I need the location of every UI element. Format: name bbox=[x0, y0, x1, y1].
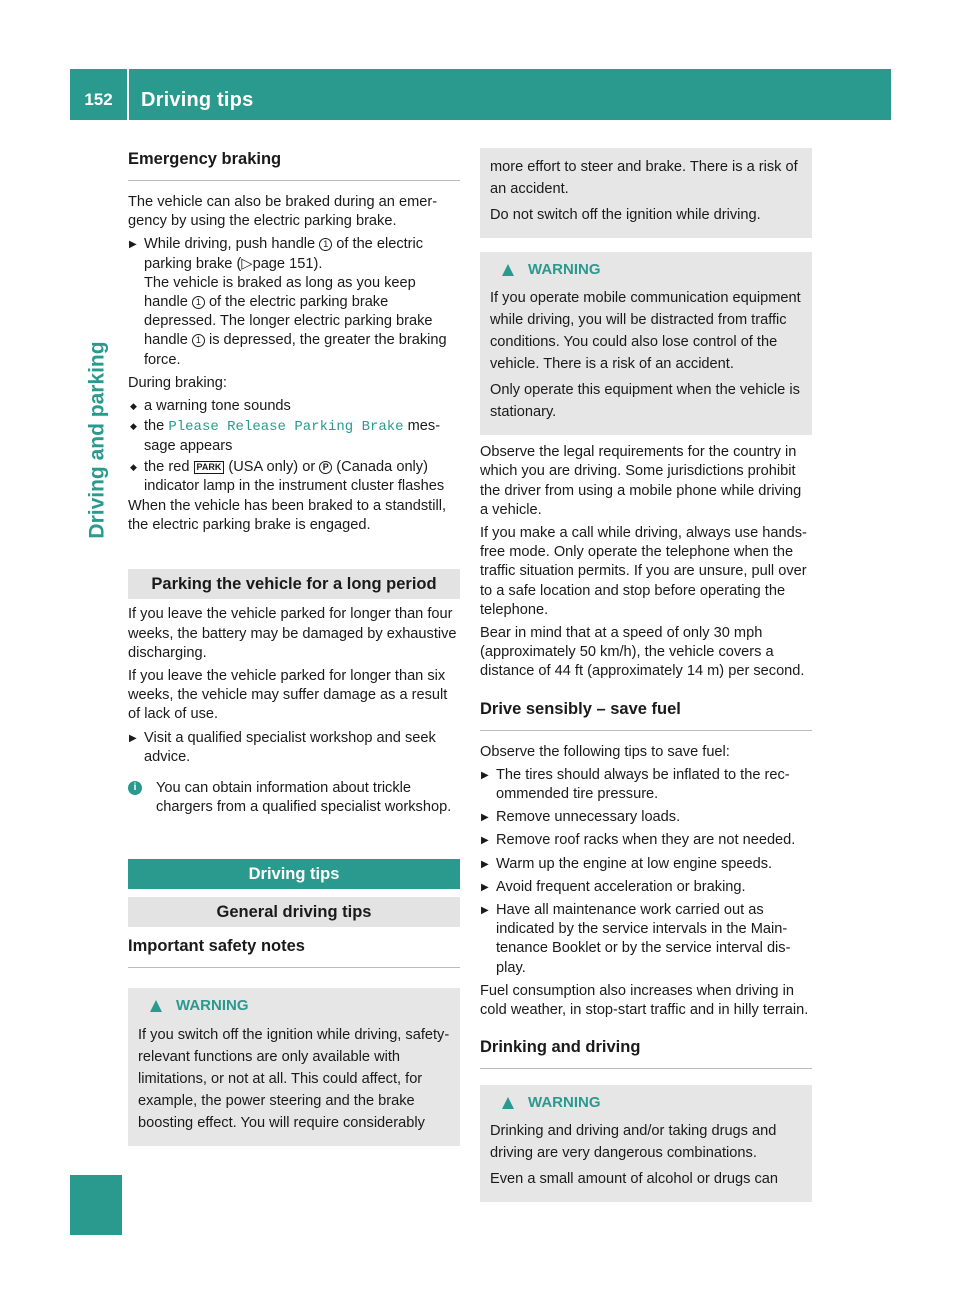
section-heading-drinking-driving: Drinking and driving bbox=[480, 1036, 812, 1069]
warning-text: Only operate this equipment when the vehicle is stationary. bbox=[490, 382, 800, 421]
warning-header bbox=[490, 1093, 802, 1112]
instruction-step: ▶ Remove unnecessary loads. bbox=[480, 808, 812, 827]
section-heading-emergency-braking: Emergency braking bbox=[128, 148, 460, 181]
warning-triangle-icon bbox=[150, 1000, 162, 1012]
warning-triangle-icon bbox=[502, 1097, 514, 1109]
warning-text: Drinking and driving and/or taking drugs and driving are very dangerous combinations. bbox=[490, 1123, 777, 1162]
handle-ref-icon: 1 bbox=[192, 334, 205, 347]
paragraph: If you leave the vehicle parked for longer than six weeks, the vehicle may suffer damage as a result of lack of use. bbox=[128, 668, 448, 723]
instruction-step: ▶ Remove roof racks when they are not needed. bbox=[480, 831, 812, 850]
section-heading-safety-notes: Important safety notes bbox=[128, 935, 460, 968]
step-text: is depressed, the greater the braking force. bbox=[144, 332, 447, 368]
paragraph: Observe the following tips to save fuel: bbox=[480, 743, 730, 760]
page-number: 152 bbox=[84, 90, 113, 109]
instruction-step: ▶ The tires should always be inflated to the recommended tire pressure. bbox=[480, 766, 812, 804]
info-note bbox=[128, 779, 460, 817]
display-message: Please Release Parking Brake bbox=[168, 419, 404, 436]
header-divider bbox=[127, 69, 129, 120]
warning-text: more effort to steer and brake. There is a risk of an accident. bbox=[490, 159, 798, 197]
paragraph: If you make a call while driving, always use hands-free mode. Only operate the telephone when the traffic situation permits. If you are unsure, pull over to a safe location and stop before operating the telephone. bbox=[480, 525, 807, 618]
right-column bbox=[480, 148, 812, 1202]
list-item: ◆ a warning tone sounds bbox=[128, 397, 460, 416]
canada-brake-lamp-icon: P bbox=[319, 461, 332, 474]
section-heading-general-driving-tips: General driving tips bbox=[128, 897, 460, 927]
info-text: You can obtain information about trickle chargers from a qualified specialist workshop. bbox=[156, 780, 452, 816]
warning-label: WARNING bbox=[528, 261, 601, 278]
warning-box bbox=[480, 252, 812, 435]
instruction-step: ▶ Avoid frequent acceleration or braking. bbox=[480, 878, 812, 897]
info-icon: i bbox=[128, 781, 142, 795]
warning-box-continued bbox=[480, 148, 812, 238]
warning-text: Do not switch off the ignition while driving. bbox=[490, 207, 761, 223]
list-text: the bbox=[144, 418, 169, 435]
warning-box bbox=[128, 988, 460, 1145]
handle-ref-icon: 1 bbox=[192, 296, 205, 309]
step-text: ). bbox=[313, 255, 323, 272]
paragraph: The vehicle can also be braked during an emergency by using the electric parking brake. bbox=[128, 194, 438, 230]
warning-box bbox=[480, 1085, 812, 1202]
paragraph: During braking: bbox=[128, 374, 227, 391]
list-text: message appears bbox=[144, 418, 441, 455]
chapter-side-label: Driving and parking bbox=[85, 341, 109, 539]
warning-header bbox=[490, 260, 802, 279]
list-item bbox=[128, 417, 460, 456]
warning-label: WARNING bbox=[176, 997, 249, 1015]
step-text: of the electric parking brake ( bbox=[144, 236, 424, 272]
page-ref-arrow-icon: ▷ bbox=[241, 255, 253, 272]
paragraph: Fuel consumption also increases when driving in cold weather, in stop-start traffic and in hilly terrain. bbox=[480, 982, 809, 1019]
warning-text: If you switch off the ignition while driving, safety-relevant functions are only available with limitations, or not at all. This could affect, for example, the power steering and the brake boosting effect. You will require considerably bbox=[138, 1026, 450, 1131]
instruction-step: ▶ Have all maintenance work carried out as indicated by the service intervals in the Maintenance Booklet or by the service interval display. bbox=[480, 901, 812, 978]
paragraph: Observe the legal requirements for the country in which you are driving. Some jurisdictions prohibit the driver from using a mobile phone while driving a vehicle. bbox=[480, 444, 802, 518]
paragraph: When the vehicle has been braked to a standstill, the electric parking brake is engaged. bbox=[128, 498, 447, 534]
section-heading-parking-long-period: Parking the vehicle for a long period bbox=[128, 569, 460, 599]
step-text: While driving, push handle bbox=[144, 236, 320, 253]
instruction-step: ▶ Visit a qualified specialist workshop and seek advice. bbox=[128, 729, 460, 767]
warning-text: If you operate mobile communication equipment while driving, you will be distracted from traffic conditions. You could also lose control of the vehicle. There is a risk of an accident. bbox=[490, 290, 801, 373]
instruction-step: ▶ Warm up the engine at low engine speeds. bbox=[480, 855, 812, 874]
chapter-tab-marker bbox=[70, 1175, 122, 1235]
list-text: the red bbox=[144, 458, 194, 475]
page-title: Driving tips bbox=[141, 89, 254, 111]
list-text: (USA only) or bbox=[224, 458, 320, 475]
paragraph: If you leave the vehicle parked for longer than four weeks, the battery may be damaged by exhaustive discharging. bbox=[128, 606, 457, 661]
warning-text: Even a small amount of alcohol or drugs can bbox=[490, 1171, 778, 1188]
list-text: (Canada only) indicator lamp in the instrument cluster flashes bbox=[144, 458, 445, 494]
warning-label: WARNING bbox=[528, 1094, 601, 1112]
park-brake-lamp-icon: PARK bbox=[194, 461, 225, 474]
list-item bbox=[128, 458, 460, 496]
page-reference-link[interactable]: page 151 bbox=[252, 255, 314, 272]
warning-triangle-icon bbox=[502, 264, 514, 276]
left-column bbox=[128, 148, 460, 1146]
step-text: of the electric parking brake depressed. The longer electric parking brake handle bbox=[144, 294, 433, 349]
handle-ref-icon: 1 bbox=[319, 238, 332, 251]
section-heading-driving-tips: Driving tips bbox=[128, 859, 460, 889]
step-text: The vehicle is braked as long as you keep handle bbox=[144, 274, 416, 311]
paragraph: Bear in mind that at a speed of only 30 mph (approximately 50 km/h), the vehicle covers a distance of 44 ft (approximately 14 m) per second. bbox=[480, 625, 805, 680]
warning-header bbox=[138, 996, 450, 1015]
instruction-step bbox=[128, 235, 460, 369]
section-heading-save-fuel: Drive sensibly – save fuel bbox=[480, 698, 812, 731]
